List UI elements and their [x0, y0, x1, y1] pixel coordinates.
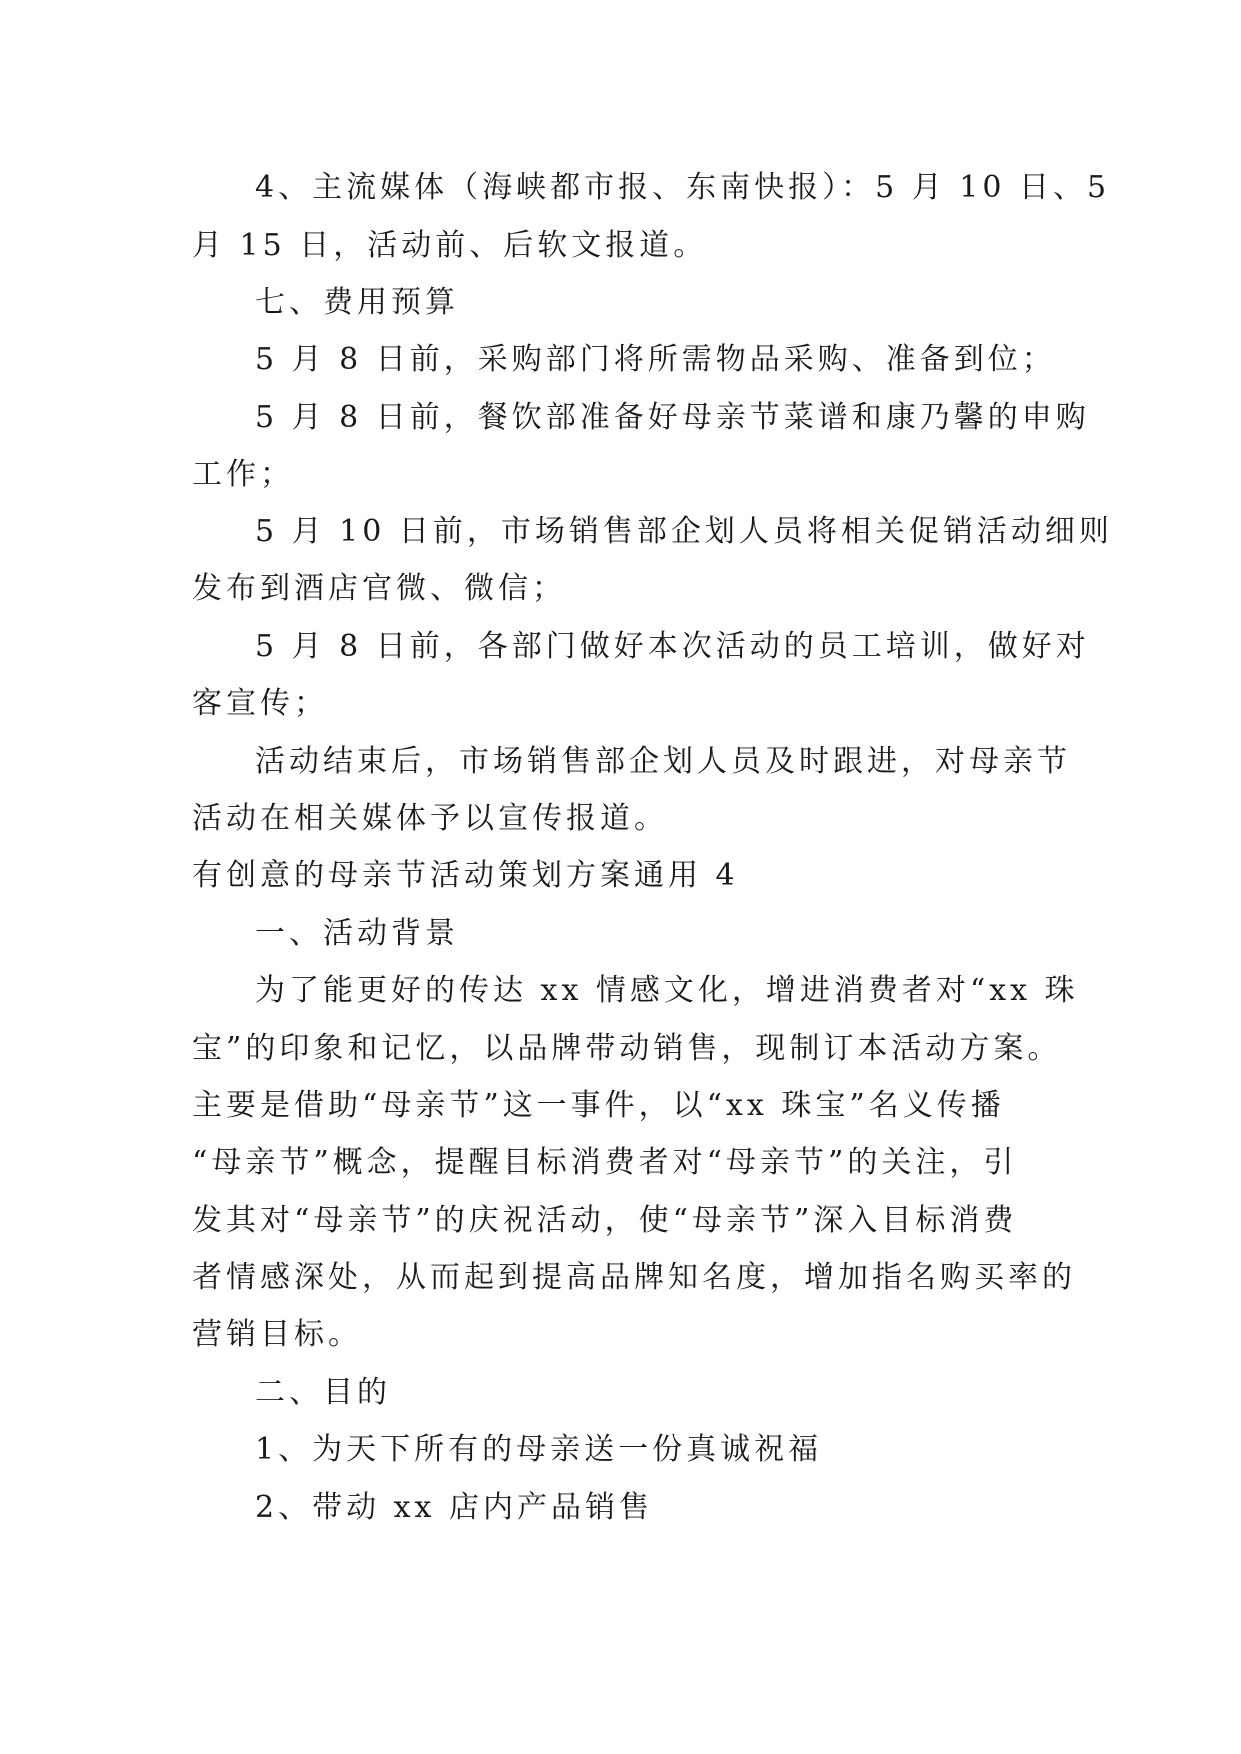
paragraph-line: 月 15 日，活动前、后软文报道。 — [192, 228, 708, 263]
paragraph-line: 营销目标。 — [192, 1317, 362, 1352]
paragraph-line: 工作； — [192, 457, 294, 492]
paragraph-line: 活动在相关媒体予以宣传报道。 — [192, 801, 668, 836]
section-heading: 七、费用预算 — [255, 285, 459, 320]
paragraph-line: 4、主流媒体（海峡都市报、东南快报）：5 月 10 日、5 — [255, 170, 1111, 205]
paragraph-line: 宝”的印象和记忆，以品牌带动销售，现制订本活动方案。 — [192, 1031, 1062, 1066]
paragraph-line: 者情感深处，从而起到提高品牌知名度，增加指名购买率的 — [192, 1260, 1076, 1295]
paragraph-line: 主要是借助“母亲节”这一事件，以“xx 珠宝”名义传播 — [192, 1088, 1005, 1123]
paragraph-line: 发布到酒店官微、微信； — [192, 571, 566, 606]
paragraph-line: 5 月 8 日前，采购部门将所需物品采购、准备到位； — [255, 342, 1056, 377]
paragraph-line: 客宣传； — [192, 686, 328, 721]
paragraph-line: 5 月 10 日前，市场销售部企划人员将相关促销活动细则 — [255, 514, 1113, 549]
document-title: 有创意的母亲节活动策划方案通用 4 — [192, 858, 739, 893]
section-heading: 二、目的 — [255, 1375, 391, 1410]
paragraph-line: 为了能更好的传达 xx 情感文化，增进消费者对“xx 珠 — [255, 973, 1079, 1008]
paragraph-line: 5 月 8 日前，餐饮部准备好母亲节菜谱和康乃馨的申购 — [255, 400, 1090, 435]
paragraph-line: 发其对“母亲节”的庆祝活动，使“母亲节”深入目标消费 — [192, 1203, 1018, 1238]
paragraph-line: “母亲节”概念，提醒目标消费者对“母亲节”的关注，引 — [192, 1145, 1018, 1180]
section-heading: 一、活动背景 — [255, 916, 459, 951]
list-item: 1、为天下所有的母亲送一份真诚祝福 — [255, 1432, 823, 1467]
paragraph-line: 5 月 8 日前，各部门做好本次活动的员工培训，做好对 — [255, 629, 1090, 664]
paragraph-line: 活动结束后，市场销售部企划人员及时跟进，对母亲节 — [255, 744, 1071, 779]
list-item: 2、带动 xx 店内产品销售 — [255, 1490, 653, 1525]
